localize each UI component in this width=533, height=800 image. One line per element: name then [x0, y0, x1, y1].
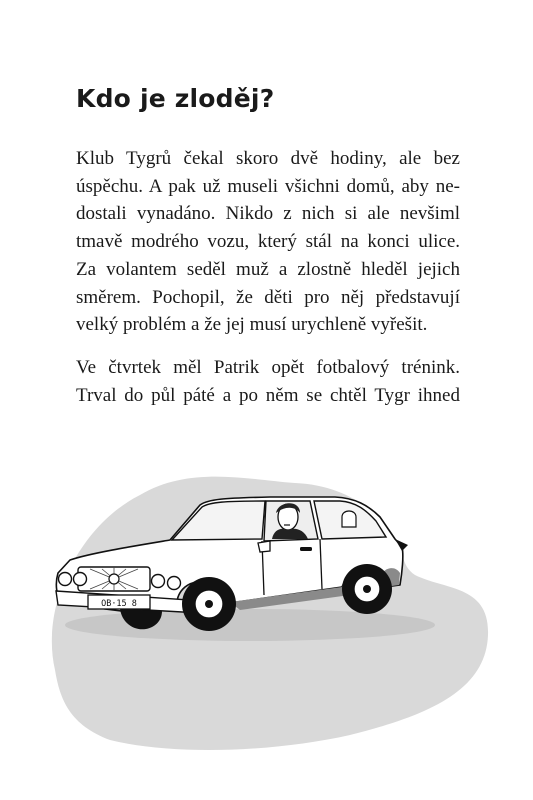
- paragraph-1: [76, 145, 460, 339]
- text-line: Ve čtvrtek měl Patrik opět fotbalový trénink.: [76, 357, 460, 378]
- headlight-right-inner: [152, 575, 165, 588]
- text-line: Klub Tygrů čekal skoro dvě hodiny, ale bez: [76, 148, 460, 169]
- headlight-left-outer: [59, 573, 72, 586]
- text-line: Trval do půl páté a po něm se chtěl Tygr ihned: [76, 384, 460, 406]
- rear-wheel: [342, 564, 392, 614]
- text-line: velký problém a že jej musí urychleně vyřešit.: [76, 314, 428, 336]
- chapter-title: Kdo je zloděj?: [76, 84, 275, 113]
- paragraph-2: [76, 354, 460, 409]
- text-line: tmavě modrého vozu, který stál na konci ulice.: [76, 231, 460, 253]
- license-plate-text: OB·15 8: [101, 599, 137, 609]
- text-line: úspěchu. A pak už museli všichni domů, aby ne-: [76, 175, 460, 197]
- front-wheel: [182, 577, 236, 631]
- rear-headrest: [342, 511, 356, 527]
- car-shadow: [65, 609, 435, 641]
- headlight-right-outer: [168, 577, 181, 590]
- brand-emblem: [109, 574, 119, 584]
- car-illustration: [50, 455, 490, 760]
- door-handle: [300, 547, 312, 551]
- text-line: dostali vynadáno. Nikdo z nich si ale nevšiml: [76, 203, 460, 225]
- text-line: Za volantem seděl muž a zlostně hleděl jejich: [76, 258, 460, 280]
- text-line: směrem. Pochopil, že děti pro něj představují: [76, 286, 460, 308]
- side-mirror: [258, 541, 270, 552]
- headlight-left-inner: [74, 573, 87, 586]
